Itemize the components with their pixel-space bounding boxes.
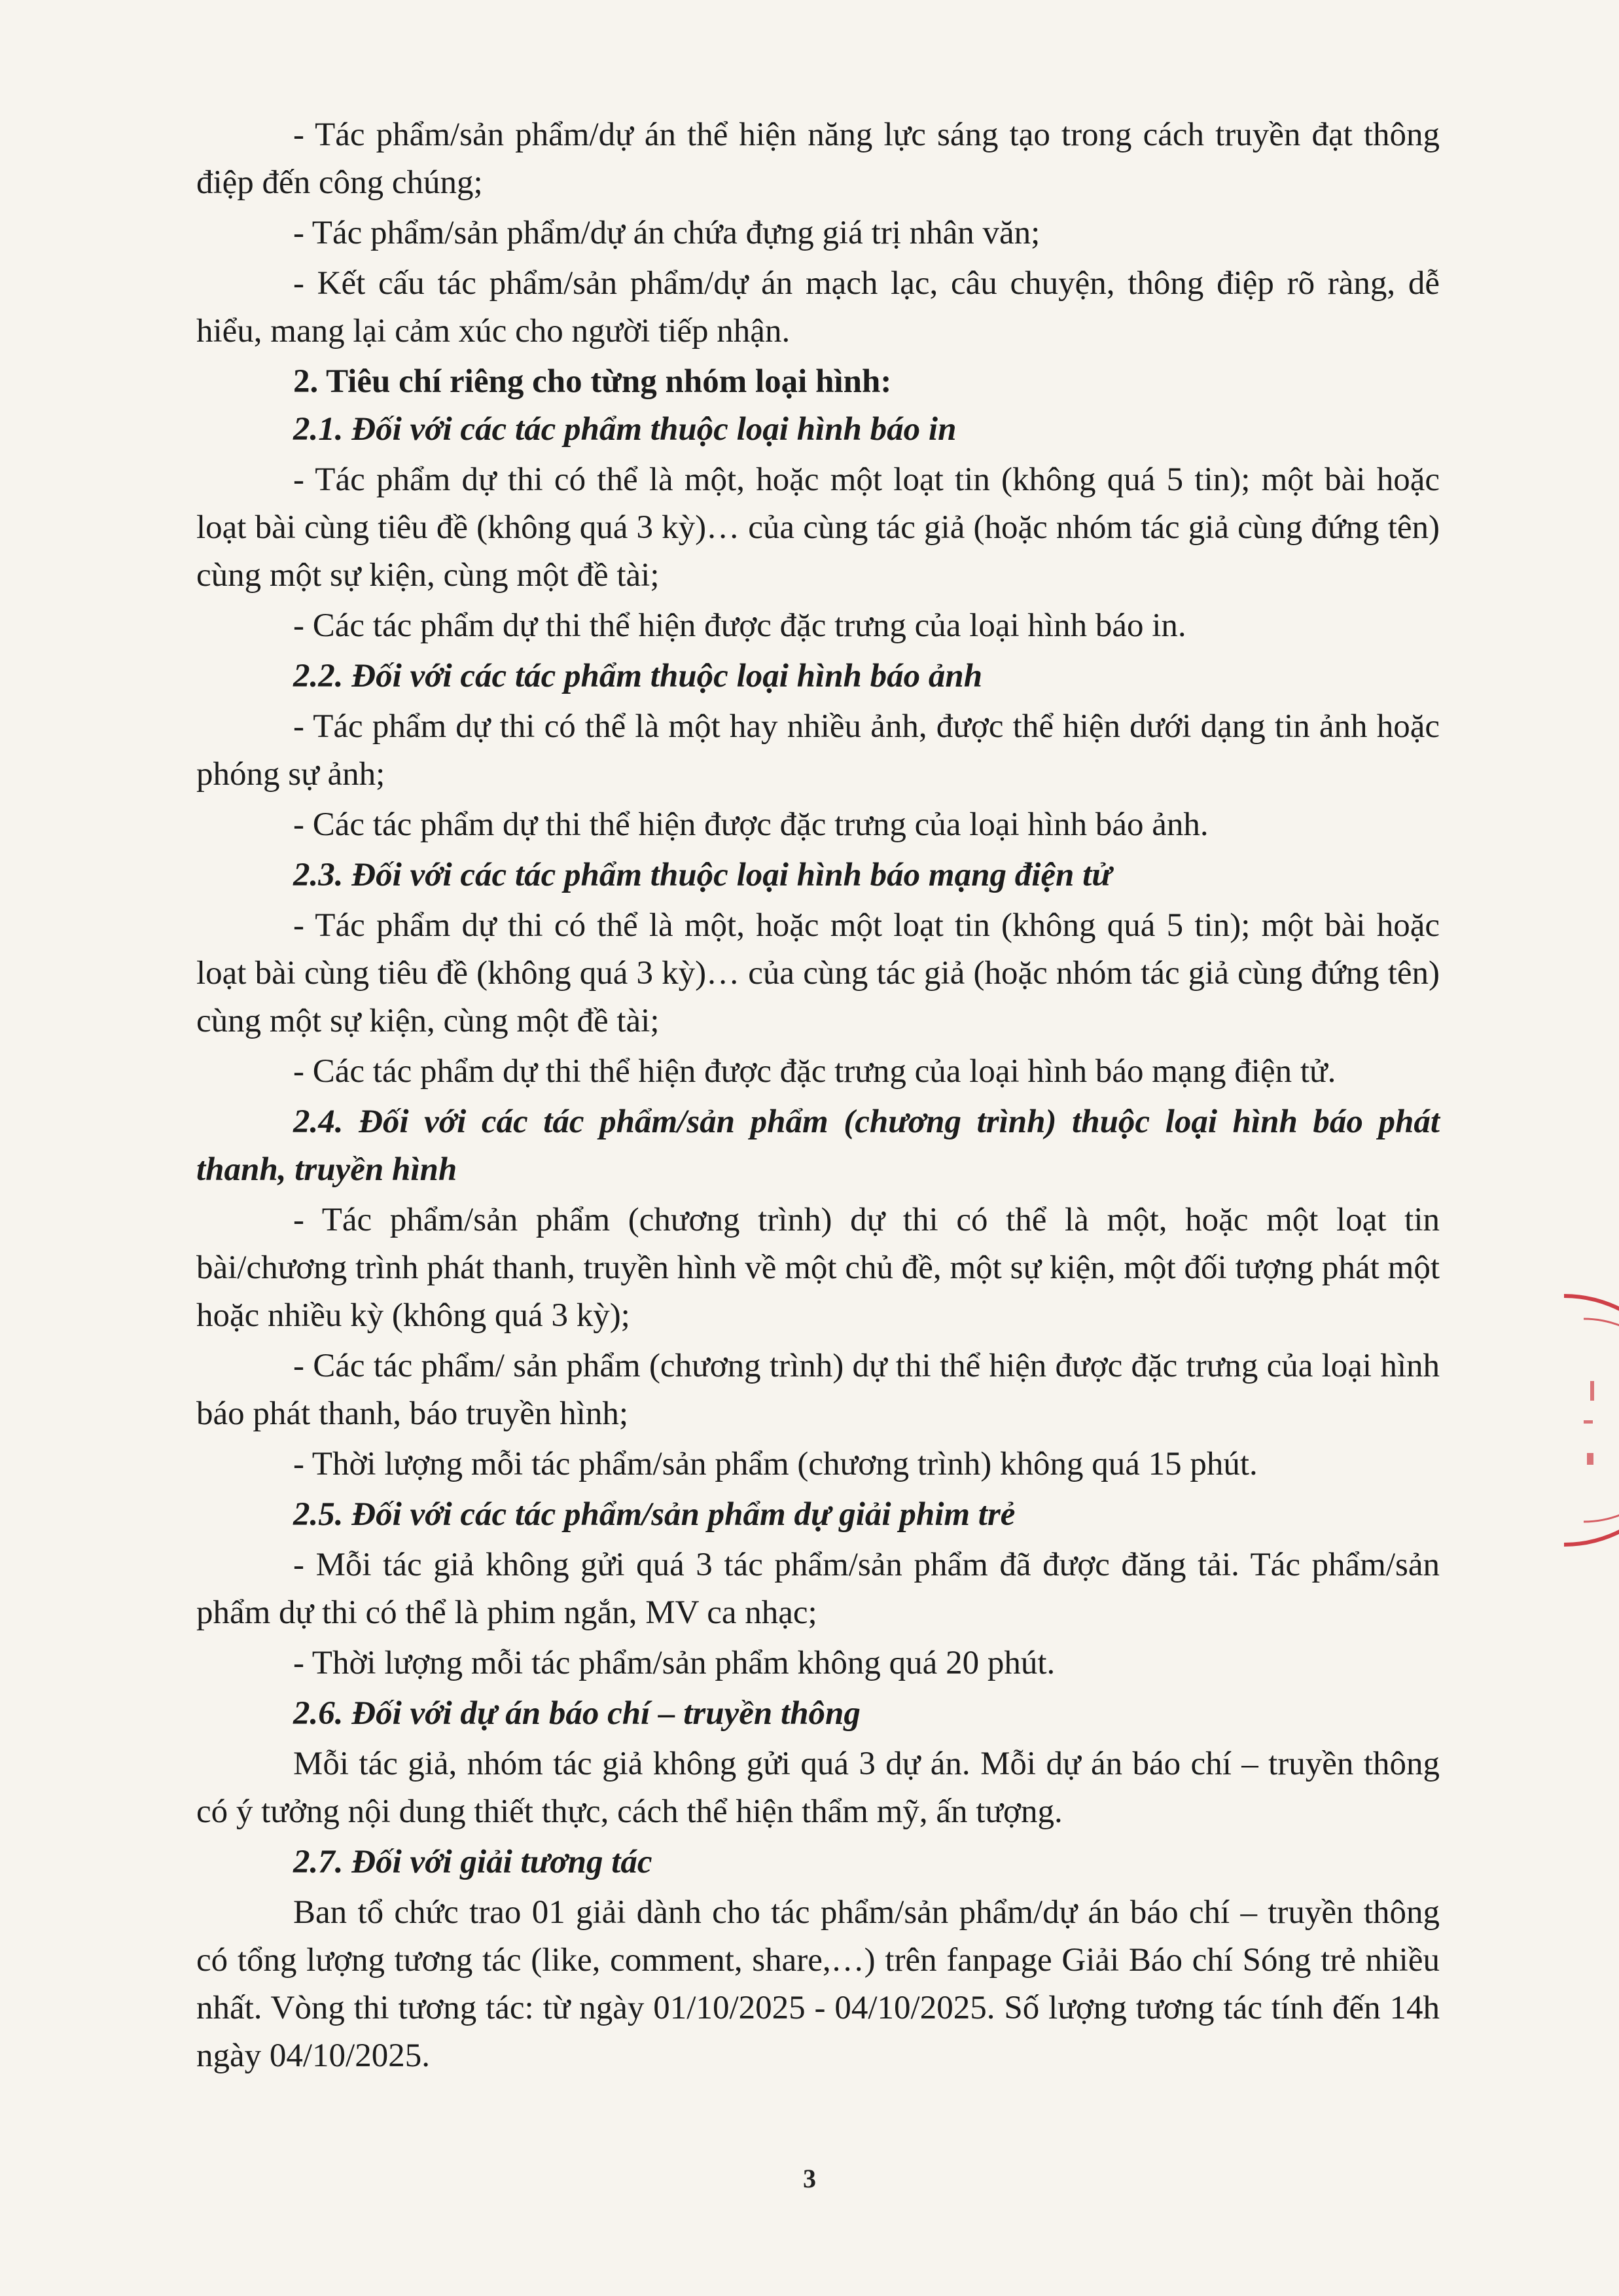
- print-entries-paragraph: - Tác phẩm dự thi có thể là một, hoặc một loạt tin (không quá 5 tin); một bài hoặc loạt bài cùng tiêu đề (không quá 3 kỳ)… của cùng tác giả (hoặc nhóm tác giả cùng đứng tên) cùng một sự kiện, cùng một đề tài;: [196, 461, 1440, 594]
- subheading-2-3: 2.3. Đối với các tác phẩm thuộc loại hình báo mạng điện tử: [293, 857, 1112, 893]
- online-character-paragraph: - Các tác phẩm dự thi thể hiện được đặc trưng của loại hình báo mạng điện tử.: [293, 1053, 1336, 1090]
- page-number: 3: [803, 2164, 816, 2193]
- broadcast-character-paragraph: - Các tác phẩm/ sản phẩm (chương trình) dự thi thể hiện được đặc trưng của loại hình báo phát thanh, báo truyền hình;: [196, 1348, 1440, 1432]
- print-character-paragraph: - Các tác phẩm dự thi thể hiện được đặc trưng của loại hình báo in.: [293, 607, 1186, 644]
- broadcast-duration-paragraph: - Thời lượng mỗi tác phẩm/sản phẩm (chương trình) không quá 15 phút.: [293, 1446, 1258, 1482]
- red-stamp-edge-icon: [1544, 1283, 1619, 1558]
- project-entries-paragraph: Mỗi tác giả, nhóm tác giả không gửi quá 3 dự án. Mỗi dự án báo chí – truyền thông có ý tưởng nội dung thiết thực, cách thể hiện thẩm mỹ, ấn tượng.: [196, 1746, 1440, 1830]
- subheading-2-1: 2.1. Đối với các tác phẩm thuộc loại hình báo in: [293, 411, 957, 448]
- film-duration-paragraph: - Thời lượng mỗi tác phẩm/sản phẩm không quá 20 phút.: [293, 1645, 1056, 1681]
- subheading-2-5: 2.5. Đối với các tác phẩm/sản phẩm dự giải phim trẻ: [293, 1496, 1016, 1533]
- subheading-2-4: 2.4. Đối với các tác phẩm/sản phẩm (chương trình) thuộc loại hình báo phát thanh, truyền hình: [196, 1103, 1440, 1188]
- subheading-2-7: 2.7. Đối với giải tương tác: [293, 1844, 652, 1880]
- criteria-structure: - Kết cấu tác phẩm/sản phẩm/dự án mạch lạc, câu chuyện, thông điệp rõ ràng, dễ hiểu, mang lại cảm xúc cho người tiếp nhận.: [196, 265, 1440, 350]
- photo-entries-paragraph: - Tác phẩm dự thi có thể là một hay nhiều ảnh, được thể hiện dưới dạng tin ảnh hoặc phóng sự ảnh;: [196, 708, 1440, 793]
- photo-character-paragraph: - Các tác phẩm dự thi thể hiện được đặc trưng của loại hình báo ảnh.: [293, 806, 1209, 843]
- criteria-humanity: - Tác phẩm/sản phẩm/dự án chứa đựng giá trị nhân văn;: [293, 215, 1041, 251]
- online-entries-paragraph: - Tác phẩm dự thi có thể là một, hoặc một loạt tin (không quá 5 tin); một bài hoặc loạt bài cùng tiêu đề (không quá 3 kỳ)… của cùng tác giả (hoặc nhóm tác giả cùng đứng tên) cùng một sự kiện, cùng một đề tài;: [196, 907, 1440, 1039]
- broadcast-entries-paragraph: - Tác phẩm/sản phẩm (chương trình) dự thi có thể là một, hoặc một loạt tin bài/chương trình phát thanh, truyền hình về một chủ đề, một sự kiện, một đối tượng phát một hoặc nhiều kỳ (không quá 3 kỳ);: [196, 1202, 1440, 1334]
- section-heading-2: 2. Tiêu chí riêng cho từng nhóm loại hình:: [293, 363, 892, 400]
- film-entries-paragraph: - Mỗi tác giả không gửi quá 3 tác phẩm/sản phẩm đã được đăng tải. Tác phẩm/sản phẩm dự thi có thể là phim ngắn, MV ca nhạc;: [196, 1547, 1440, 1631]
- document-body: [196, 111, 1440, 2173]
- interaction-award-paragraph: Ban tổ chức trao 01 giải dành cho tác phẩm/sản phẩm/dự án báo chí – truyền thông có tổng lượng tương tác (like, comment, share,…) trên fanpage Giải Báo chí Sóng trẻ nhiều nhất. Vòng thi tương tác: từ ngày 01/10/2025 - 04/10/2025. Số lượng tương tác tính đến 14h ngày 04/10/2025.: [196, 1894, 1440, 2074]
- subheading-2-2: 2.2. Đối với các tác phẩm thuộc loại hình báo ảnh: [293, 658, 983, 694]
- subheading-2-6: 2.6. Đối với dự án báo chí – truyền thông: [293, 1695, 861, 1732]
- criteria-creativity: - Tác phẩm/sản phẩm/dự án thể hiện năng lực sáng tạo trong cách truyền đạt thông điệp đến công chúng;: [196, 117, 1440, 201]
